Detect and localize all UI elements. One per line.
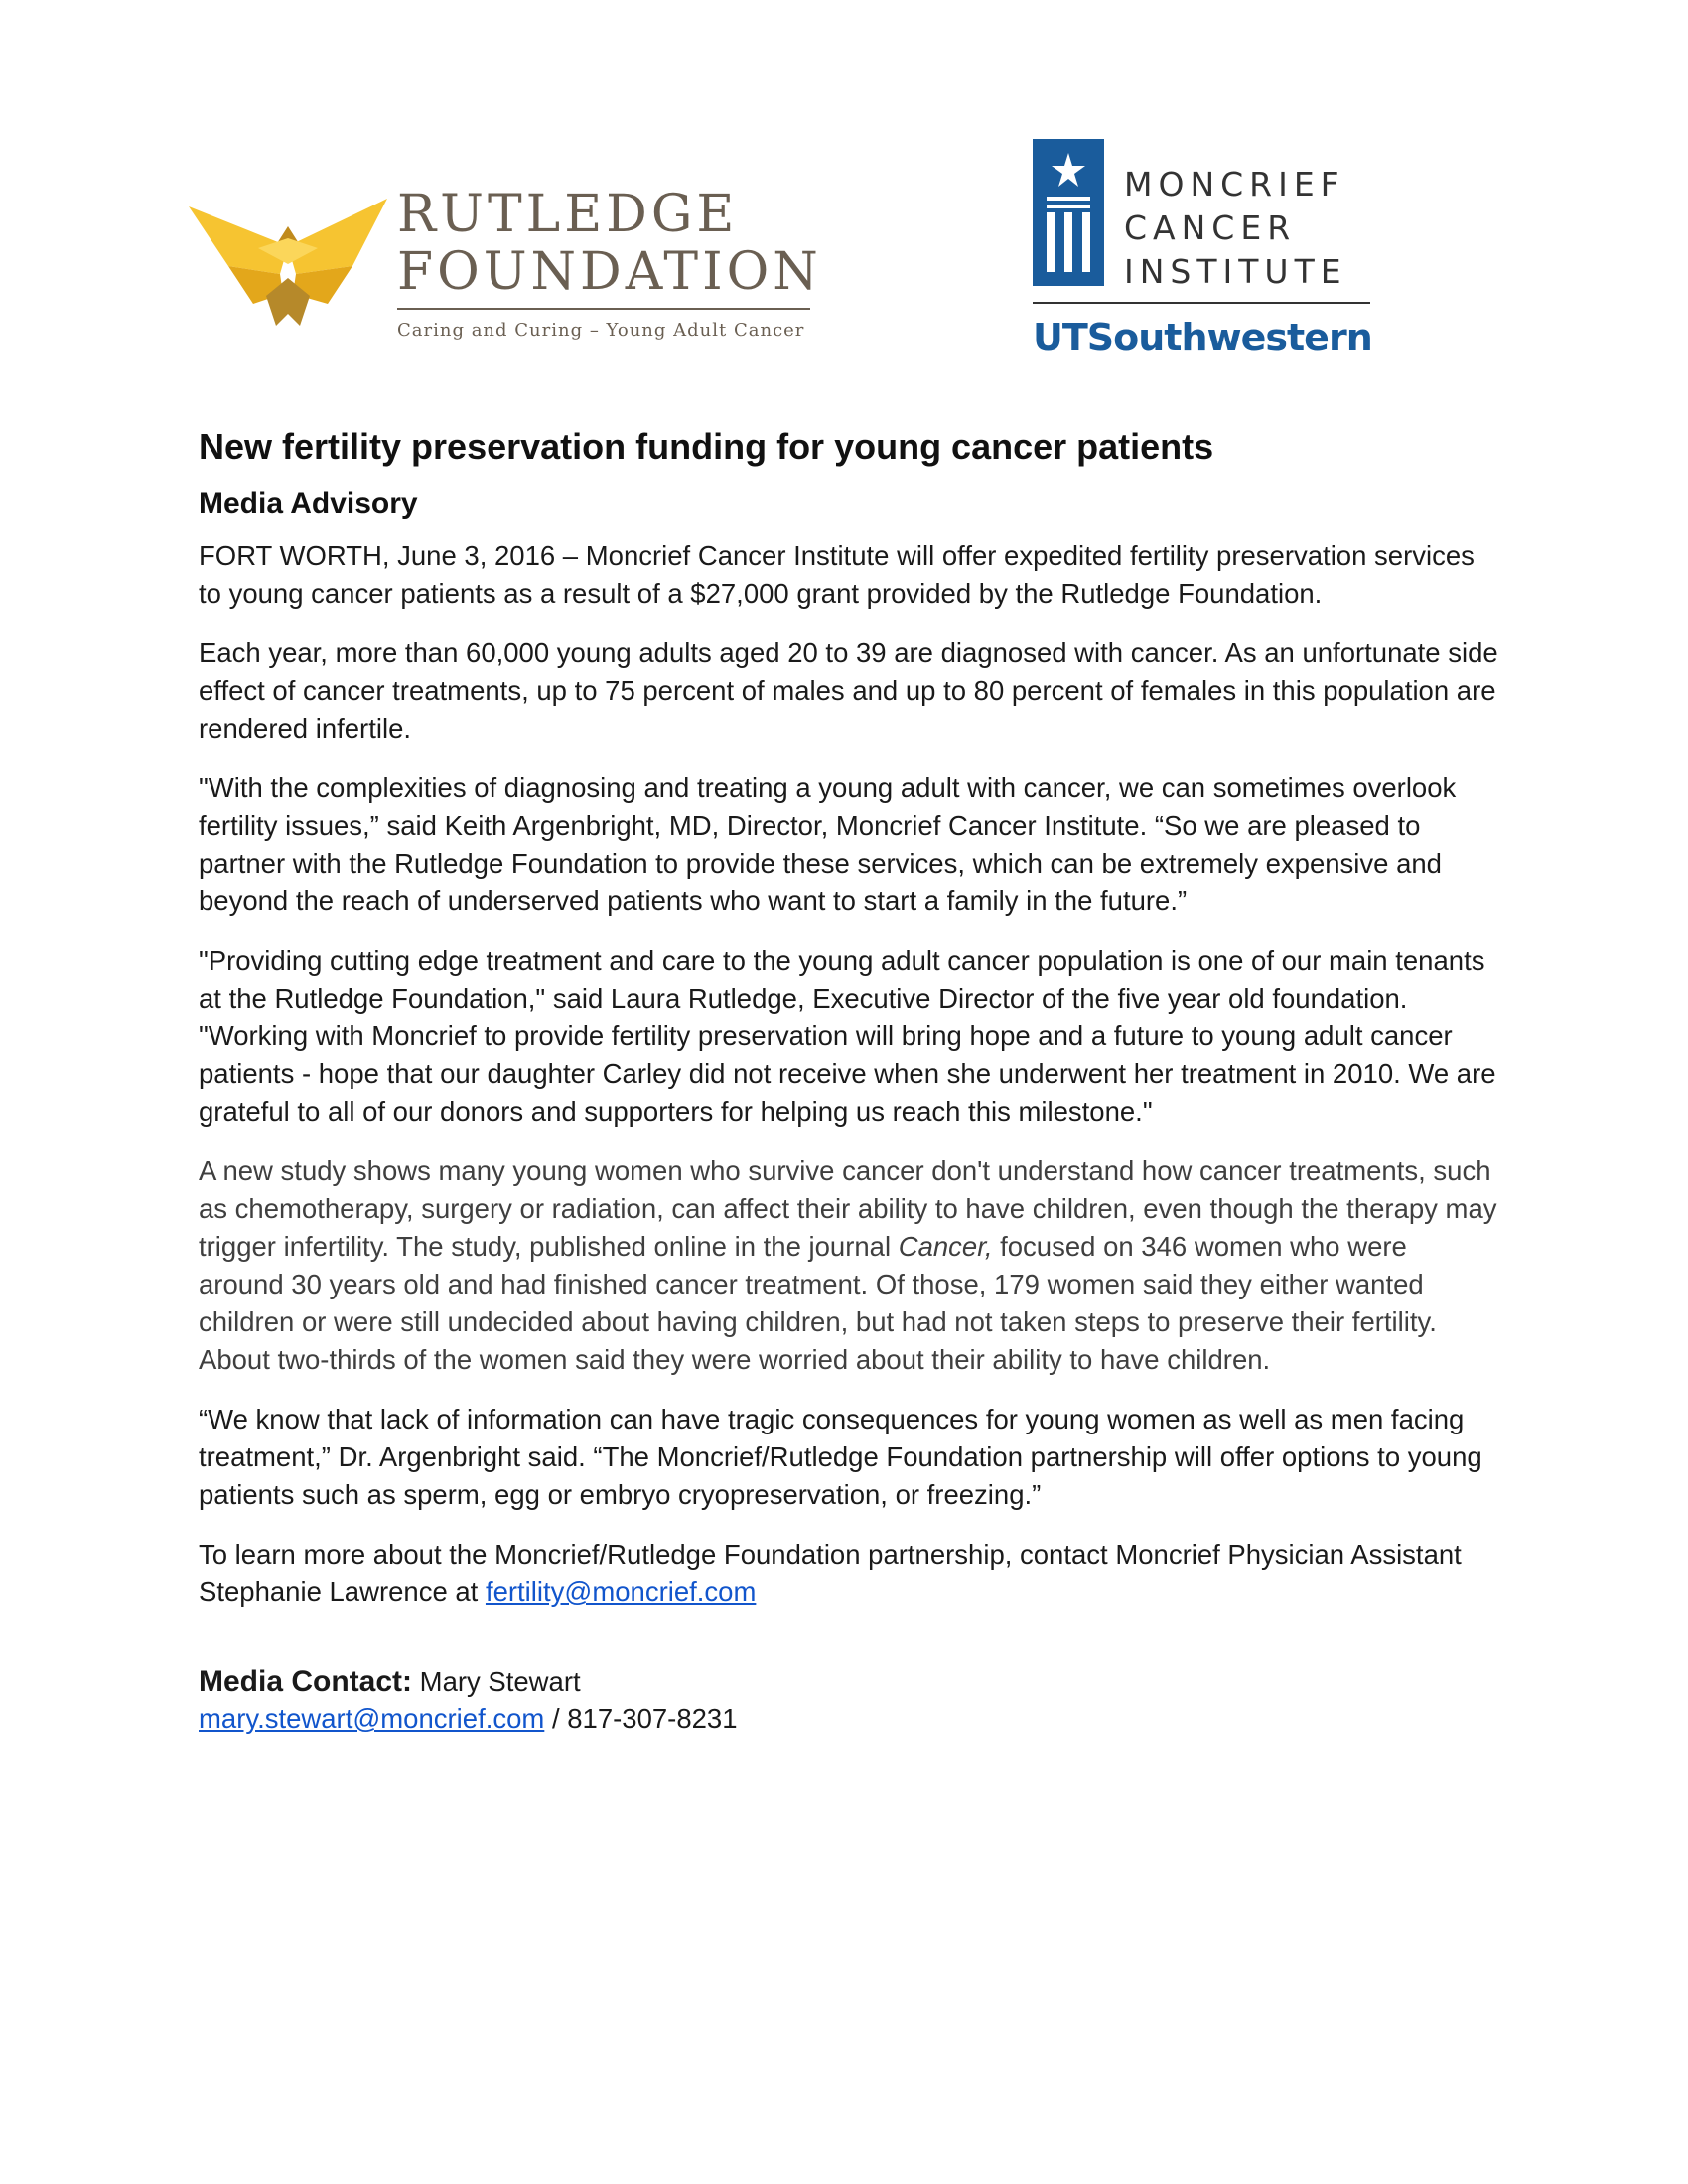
paragraph-5-text-b: focused on 346 women who were around 30 years old and had finished cancer treatment. Of those, 179 women said they either wanted children or were still undecided about having children, but had not taken steps to preserve their fertility. About two-thirds of the women said they were worried about their ability to have children. [199, 1231, 1437, 1376]
rutledge-divider [397, 308, 810, 310]
paragraph-6: “We know that lack of information can have tragic consequences for young women as well as men facing treatment,” Dr. Argenbright said. “The Moncrief/Rutledge Foundation partnership will offer options to young patients such as sperm, egg or embryo cryopreservation, or freezing.” [199, 1404, 1482, 1511]
rutledge-tagline: Caring and Curing – Young Adult Cancer [397, 320, 805, 341]
moncrief-wordmark-line1: MONCRIEF [1124, 165, 1345, 204]
rutledge-foundation-logo [189, 179, 824, 352]
paragraph-5-text-a: A new study shows many young women who survive cancer don't understand how cancer treatments, such as chemotherapy, surgery or radiation, can affect their ability to have children, even though the therapy may trigger infertility. The study, published online in the journal [199, 1156, 1497, 1263]
media-contact-email-link[interactable]: mary.stewart@moncrief.com [199, 1704, 545, 1735]
moncrief-emblem-icon [1033, 139, 1104, 286]
page-title: New fertility preservation funding for young cancer patients [199, 426, 1214, 467]
paragraph-5 [199, 1153, 1499, 1379]
paragraph-2: Each year, more than 60,000 young adults aged 20 to 39 are diagnosed with cancer. As an unfortunate side effect of cancer treatments, up to 75 percent of males and up to 80 percent of females in this population are rendered infertile. [199, 637, 1498, 745]
paragraph-4: "Providing cutting edge treatment and care to the young adult cancer population is one of our main tenants at the Rutledge Foundation," said Laura Rutledge, Executive Director of the five year old foundation. "Working with Moncrief to provide fertility preservation will bring hope and a future to young adult cancer patients - hope that our daughter Carley did not receive when she underwent her treatment in 2010. We are grateful to all of our donors and supporters for helping us reach this milestone." [199, 945, 1496, 1128]
moncrief-wordmark-line2: CANCER [1124, 208, 1297, 247]
ut-southwestern-wordmark: UTSouthwestern [1033, 316, 1372, 359]
rutledge-wordmark-line2: FOUNDATION [397, 242, 822, 302]
subheading: Media Advisory [199, 487, 418, 521]
paragraph-7-text: To learn more about the Moncrief/Rutledge Foundation partnership, contact Moncrief Physician Assistant Stephanie Lawrence at [199, 1539, 1462, 1608]
media-contact-name: Mary Stewart [412, 1666, 581, 1698]
media-contact-label: Media Contact: [199, 1665, 413, 1699]
paragraph-1: FORT WORTH, June 3, 2016 – Moncrief Cancer Institute will offer expedited fertility preservation services to young cancer patients as a result of a $27,000 grant provided by the Rutledge Foundation. [199, 540, 1475, 610]
moncrief-cancer-institute-logo [1033, 139, 1380, 362]
moncrief-wordmark-line3: INSTITUTE [1124, 252, 1347, 291]
rutledge-wordmark-line1: RUTLEDGE [397, 185, 739, 244]
paragraph-3: "With the complexities of diagnosing and treating a young adult with cancer, we can sometimes overlook fertility issues,” said Keith Argenbright, MD, Director, Moncrief Cancer Institute. “So we are pleased to partner with the Rutledge Foundation to provide these services, which can be extremely expensive and beyond the reach of underserved patients who want to start a family in the future.” [199, 772, 1457, 917]
fertility-email-link[interactable]: fertility@moncrief.com [485, 1576, 757, 1608]
media-contact-phone: / 817-307-8231 [544, 1704, 738, 1735]
journal-name: Cancer, [898, 1231, 993, 1263]
butterfly-icon [189, 187, 387, 336]
moncrief-divider [1033, 302, 1370, 304]
media-contact-block [199, 1663, 1499, 1738]
article-body [199, 425, 1499, 1738]
paragraph-7 [199, 1536, 1499, 1611]
